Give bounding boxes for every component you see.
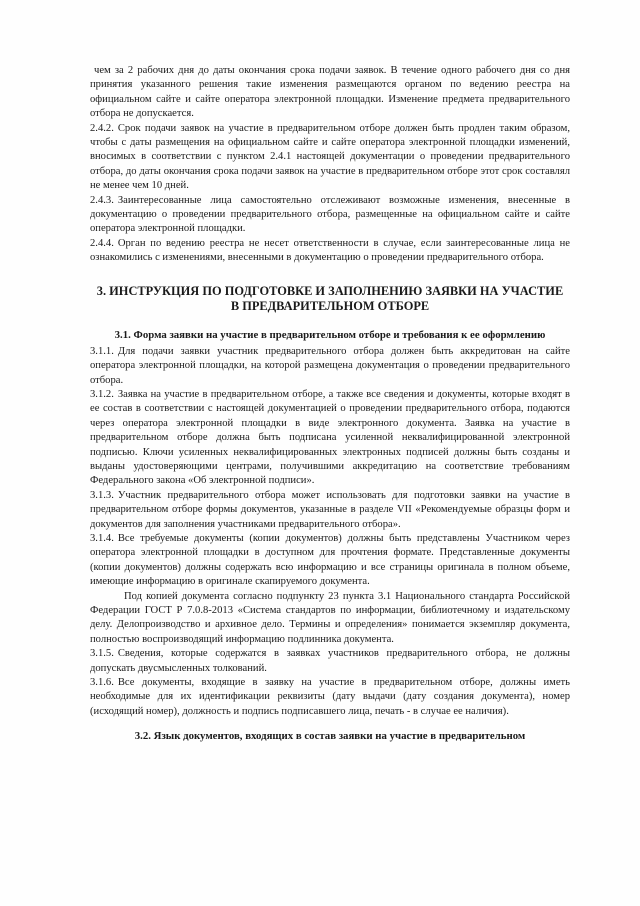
paragraph-text: Участник предварительного отбора может использовать для подготовки заявки на участие в предварительном отборе формы документов, указанные в разделе VII «Рекомендуемые образцы форм и документов для заполнения участниками предварительного отбора». (90, 489, 570, 530)
paragraph-number: 3.1.5. (90, 648, 114, 660)
section-title: 3. ИНСТРУКЦИЯ ПО ПОДГОТОВКЕ И ЗАПОЛНЕНИЮ ЗАЯВКИ НА УЧАСТИЕ В ПРЕДВАРИТЕЛЬНОМ ОТБОРЕ (96, 283, 564, 314)
paragraph-text: Для подачи заявки участник предварительного отбора должен быть аккредитован на сайте оператора электронной площадки, на которой размещена документация о проведении предварительного отбора. (90, 345, 570, 386)
paragraph (90, 489, 570, 532)
paragraph-text: Срок подачи заявок на участие в предварительном отборе должен быть продлен таким образом, чтобы с даты размещения на официальном сайте и сайте оператора электронной площадки изменений, вносимых в соответствии с пунктом 2.4.1 настоящей документации о проведении предварительного отбора, до даты окончания срока подачи заявок на участие в предварительном отборе этот срок составлял не менее чем 10 дней. (90, 122, 570, 192)
paragraph-number: 3.1.2. (90, 388, 114, 400)
paragraph (90, 194, 570, 237)
paragraph-number: 3.1.1. (90, 345, 114, 357)
paragraph-text: Под копией документа согласно подпункту 23 пункта 3.1 Национального стандарта Российской Федерации ГОСТ Р 7.0.8-2013 «Система стандартов по информации, библиотечному и издательскому делу. Делопроизводство и архивное дело. Термины и определения» понимается экземпляр документа, полностью воспроизводящий информацию подлинника документа. (90, 590, 570, 645)
paragraph-text: чем за 2 рабочих дня до даты окончания срока подачи заявок. В течение одного рабочего дня со дня принятия указанного решения такие изменения размещаются органом по ведению реестра на официальном сайте и сайте оператора электронной площадки. Изменение предмета предварительного отбора не допускается. (90, 65, 570, 120)
paragraph-text: Сведения, которые содержатся в заявках участников предварительного отбора, не должны допускать двусмысленных толкований. (90, 648, 570, 674)
paragraph-number: 3.1.3. (90, 489, 114, 501)
paragraph-number: 2.4.2. (90, 122, 114, 134)
paragraph-number: 3.1.4. (90, 532, 114, 544)
paragraph (90, 64, 570, 122)
subsection-title: 3.1. Форма заявки на участие в предварительном отборе и требования к ее оформлению (114, 328, 546, 341)
paragraph (90, 122, 570, 194)
paragraph-number: 3.1.6. (90, 677, 114, 689)
paragraph (90, 590, 570, 648)
paragraphs-section (90, 345, 570, 720)
paragraph-number: 2.4.3. (90, 194, 114, 206)
paragraph-text: Заинтересованные лица самостоятельно отслеживают возможные изменения, внесенные в документацию о проведении предварительного отбора, размещенные на официальном сайте и сайте оператора электронной площадки. (90, 194, 570, 235)
paragraph (90, 647, 570, 676)
paragraph (90, 388, 570, 489)
subsection-title: 3.2. Язык документов, входящих в состав заявки на участие в предварительном (134, 730, 526, 743)
paragraphs-top (90, 64, 570, 266)
paragraph (90, 237, 570, 266)
paragraph (90, 345, 570, 388)
paragraph-number: 2.4.4. (90, 237, 114, 249)
paragraph-text: Орган по ведению реестра не несет ответственности в случае, если заинтересованные лица не ознакомились с изменениями, внесенными в документацию о проведении предварительного отбора. (90, 237, 570, 264)
paragraph-text: Все требуемые документы (копии документов) должны быть представлены Участником через оператора электронной площадки в доступном для прочтения формате. Представленные документы (копии документов) должны содержать всю информацию и все страницы оригинала в полном объеме, имеющие информацию в оригинале скапируемого документа. (90, 532, 570, 588)
paragraph-text: Заявка на участие в предварительном отборе, а также все сведения и документы, которые входят в ее состав в соответствии с настоящей документацией о проведении предварительного отбора, подаются через оператора электронной площадки в виде электронного документа. Заявка на участие в предварительном отборе должна быть подписана усиленной неквалифицированной электронной подписью. Ключи усиленных неквалифицированных электронных подписей должны быть созданы и выданы удостоверяющими центрами, получившими аккредитацию на соответствие требованиям Федерального закона «Об электронной подписи». (90, 388, 570, 487)
document-body (90, 64, 570, 746)
paragraph-text: Все документы, входящие в заявку на участие в предварительном отборе, должны иметь необходимые для их идентификации реквизиты (дату выдачи (дату создания документа), номер (исходящий номер), должность и подпись подписавшего лица, печать - в случае ее наличия). (90, 677, 570, 717)
paragraph (90, 532, 570, 590)
paragraph (90, 676, 570, 719)
